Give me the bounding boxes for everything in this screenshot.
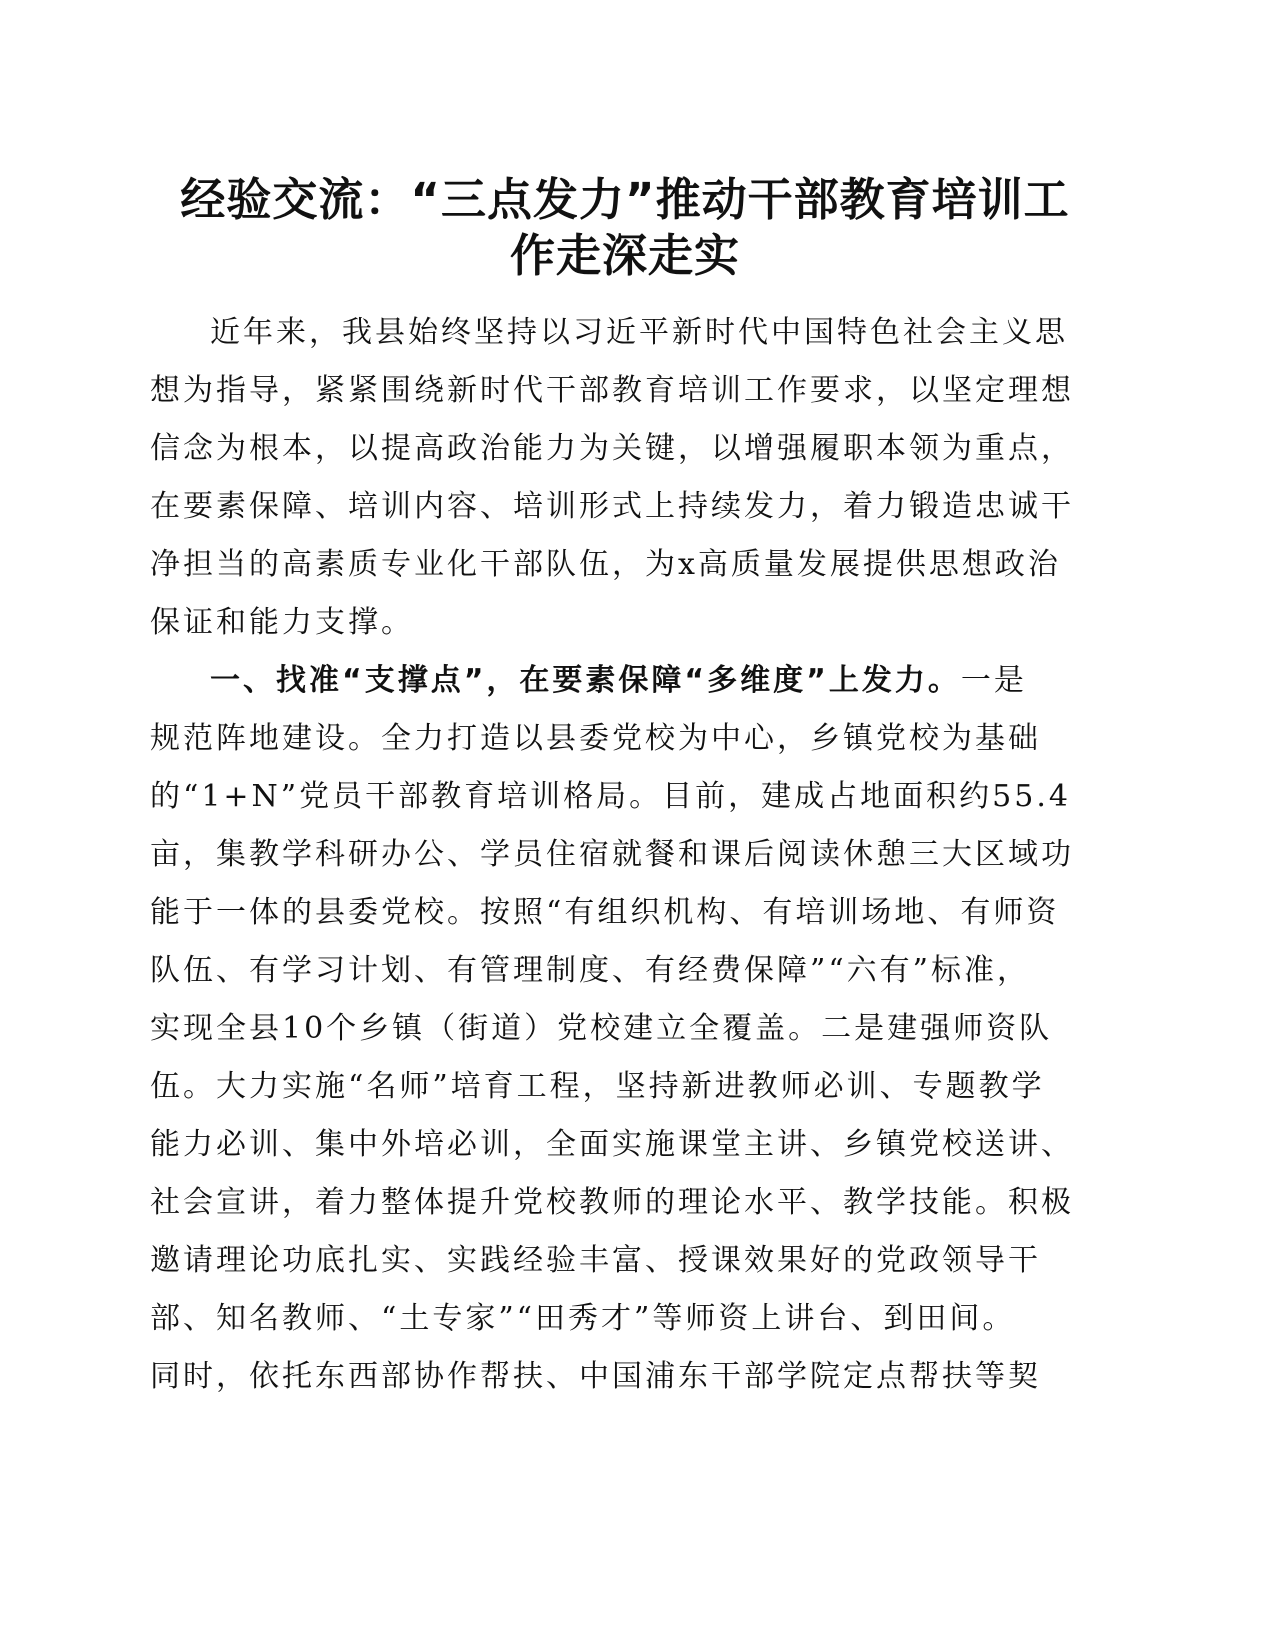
paragraph-line: 实现全县10个乡镇（街道）党校建立全覆盖。二是建强师资队 <box>150 1011 1053 1046</box>
section-1-paragraph <box>150 652 1090 1406</box>
paragraph-line: 部、知名教师、“土专家”“田秀才”等师资上讲台、到田间。 <box>150 1301 1016 1336</box>
section-heading: 一、找准“支撑点”，在要素保障“多维度”上发力。 <box>210 663 961 698</box>
title-line: 经验交流：“三点发力”推动干部教育培训工 <box>180 173 1070 226</box>
paragraph-line: 净担当的高素质专业化干部队伍，为x高质量发展提供思想政治 <box>150 547 1061 582</box>
paragraph-line: 规范阵地建设。全力打造以县委党校为中心，乡镇党校为基础 <box>150 721 1041 756</box>
paragraph-line: 社会宣讲，着力整体提升党校教师的理论水平、教学技能。积极 <box>150 1185 1074 1220</box>
paragraph-line: 保证和能力支撑。 <box>150 605 414 640</box>
paragraph-line: 邀请理论功底扎实、实践经验丰富、授课效果好的党政领导干 <box>150 1243 1041 1278</box>
document-title <box>160 172 1090 284</box>
paragraph-line: 伍。大力实施“名师”培育工程，坚持新进教师必训、专题教学 <box>150 1069 1045 1104</box>
paragraph-line: 近年来，我县始终坚持以习近平新时代中国特色社会主义思 <box>210 315 1068 350</box>
paragraph-line: 在要素保障、培训内容、培训形式上持续发力，着力锻造忠诚干 <box>150 489 1074 524</box>
title-line: 作走深走实 <box>509 229 740 282</box>
paragraph-line: 能于一体的县委党校。按照“有组织机构、有培训场地、有师资 <box>150 895 1060 930</box>
paragraph-line: 的“1+N”党员干部教育培训格局。目前，建成占地面积约55.4 <box>150 779 1071 814</box>
intro-paragraph <box>150 304 1090 652</box>
section-1-first-line-rest: 一是 <box>960 663 1027 698</box>
paragraph-line: 信念为根本，以提高政治能力为关键，以增强履职本领为重点， <box>150 431 1074 466</box>
paragraph-line: 队伍、有学习计划、有管理制度、有经费保障”“六有”标准， <box>150 953 1031 988</box>
paragraph-line: 同时，依托东西部协作帮扶、中国浦东干部学院定点帮扶等契 <box>150 1359 1041 1394</box>
section-1-first-line <box>150 652 1090 710</box>
paragraph-line: 想为指导，紧紧围绕新时代干部教育培训工作要求，以坚定理想 <box>150 373 1074 408</box>
paragraph-line: 能力必训、集中外培必训，全面实施课堂主讲、乡镇党校送讲、 <box>150 1127 1074 1162</box>
paragraph-line: 亩，集教学科研办公、学员住宿就餐和课后阅读休憩三大区域功 <box>150 837 1074 872</box>
